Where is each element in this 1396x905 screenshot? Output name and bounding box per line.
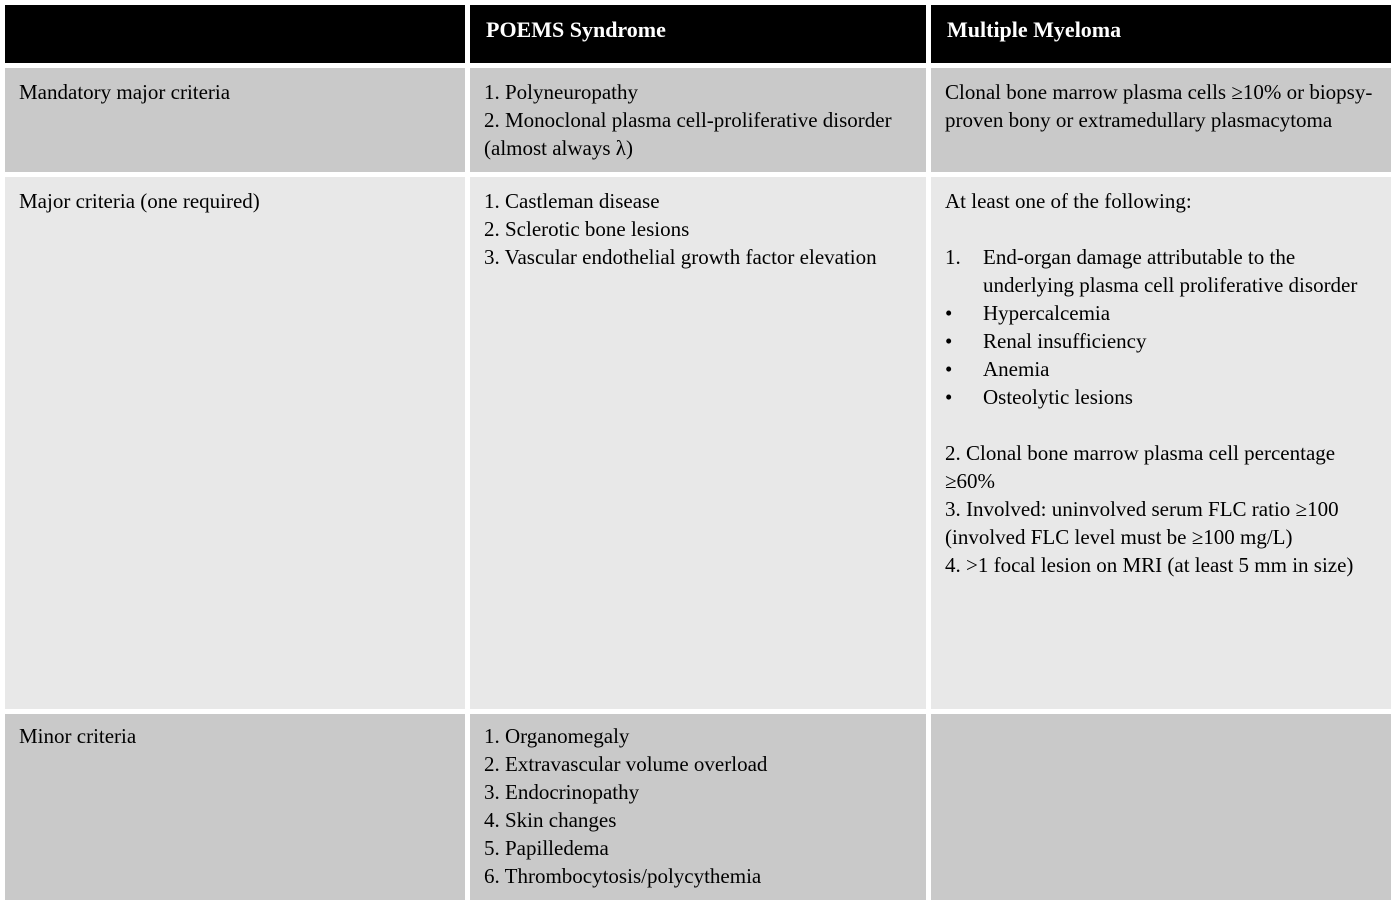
criteria-text: Osteolytic lesions — [983, 385, 1133, 409]
table-row-major-criteria — [5, 177, 1391, 709]
criteria-intro: At least one of the following: — [945, 189, 1192, 213]
table-row-mandatory-major-criteria — [5, 68, 1391, 172]
row-label-mandatory: Mandatory major criteria — [5, 68, 465, 172]
criteria-item: 3. Involved: uninvolved serum FLC ratio ≥100 (involved FLC level must be ≥100 mg/L) — [945, 497, 1339, 549]
minor-poems-cell — [470, 714, 926, 900]
bullet-icon: • — [945, 385, 953, 409]
table-row-minor-criteria — [5, 714, 1391, 900]
criteria-text: Anemia — [983, 357, 1050, 381]
criteria-text: Renal insufficiency — [983, 329, 1147, 353]
criteria-item: 4. Skin changes — [484, 808, 617, 832]
criteria-item: 1. Polyneuropathy — [484, 80, 638, 104]
criteria-bullet-item — [945, 383, 1377, 411]
criteria-text: Clonal bone marrow plasma cells ≥10% or biopsy-proven bony or extramedullary plasmacytoma — [945, 80, 1373, 132]
mandatory-myeloma-cell — [931, 68, 1391, 172]
header-blank-cell — [5, 5, 465, 63]
list-number: 1. — [945, 245, 961, 269]
criteria-item: 2. Extravascular volume overload — [484, 752, 768, 776]
criteria-bullet-item — [945, 327, 1377, 355]
criteria-item: 1. Castleman disease — [484, 189, 660, 213]
column-header-myeloma: Multiple Myeloma — [931, 5, 1391, 63]
criteria-item: 2. Clonal bone marrow plasma cell percentage ≥60% — [945, 441, 1336, 493]
bullet-icon: • — [945, 301, 953, 325]
row-label-minor: Minor criteria — [5, 714, 465, 900]
criteria-item: 3. Endocrinopathy — [484, 780, 640, 804]
major-myeloma-cell — [931, 177, 1391, 709]
bullet-icon: • — [945, 357, 953, 381]
table-header-row — [5, 5, 1391, 63]
blank-line — [945, 215, 1377, 243]
bullet-icon: • — [945, 329, 953, 353]
criteria-bullet-item — [945, 355, 1377, 383]
criteria-bullet-item — [945, 299, 1377, 327]
criteria-item: 6. Thrombocytosis/polycythemia — [484, 864, 762, 888]
criteria-item: 2. Sclerotic bone lesions — [484, 217, 690, 241]
criteria-item: 3. Vascular endothelial growth factor elevation — [484, 245, 877, 269]
minor-myeloma-cell — [931, 714, 1391, 900]
row-label-major: Major criteria (one required) — [5, 177, 465, 709]
criteria-item: 5. Papilledema — [484, 836, 609, 860]
mandatory-poems-cell — [470, 68, 926, 172]
major-poems-cell — [470, 177, 926, 709]
criteria-item: 1. Organomegaly — [484, 724, 630, 748]
criteria-item: 4. >1 focal lesion on MRI (at least 5 mm in size) — [945, 553, 1354, 577]
criteria-item: 2. Monoclonal plasma cell-proliferative disorder (almost always λ) — [484, 108, 892, 160]
blank-line — [945, 411, 1377, 439]
criteria-text: Hypercalcemia — [983, 301, 1111, 325]
criteria-item-numbered — [945, 243, 1377, 299]
criteria-text: End-organ damage attributable to the underlying plasma cell proliferative disorder — [983, 245, 1358, 297]
column-header-poems: POEMS Syndrome — [470, 5, 926, 63]
